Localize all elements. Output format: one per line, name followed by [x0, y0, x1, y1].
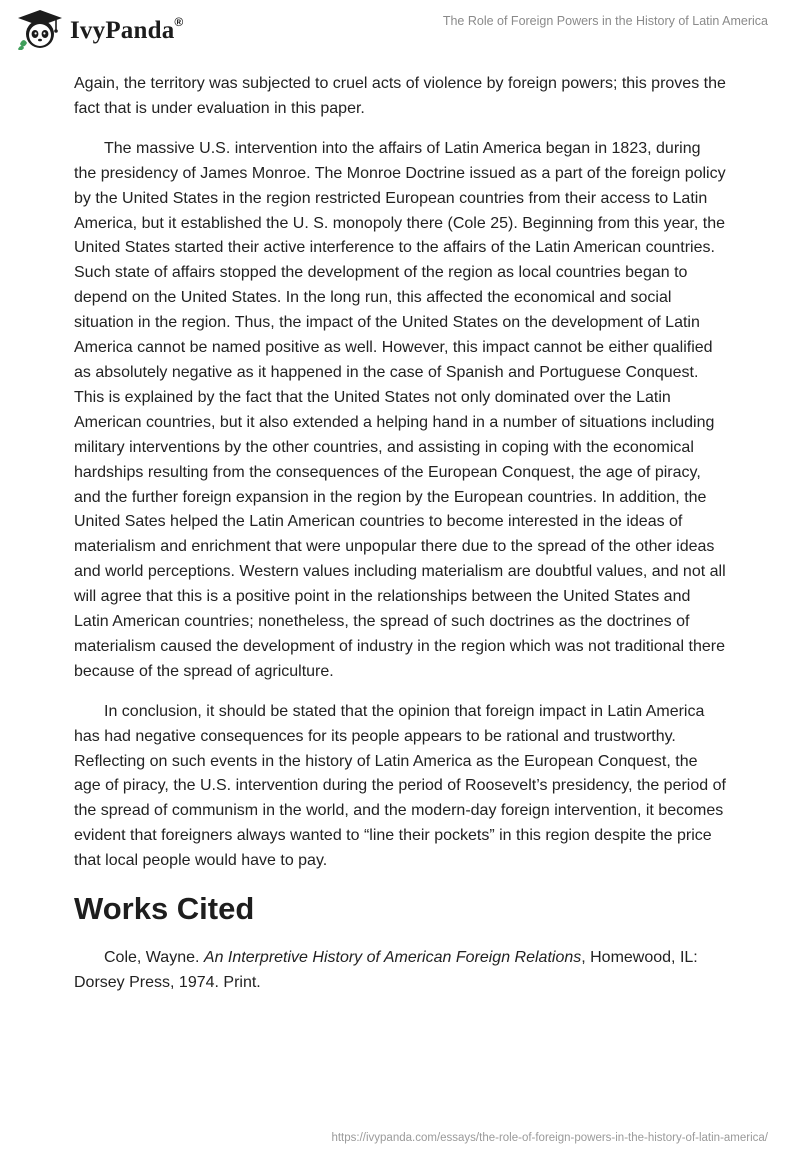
ivypanda-logo[interactable]	[16, 8, 183, 50]
page-header	[0, 0, 800, 60]
paragraph-continuation: Again, the territory was subjected to cruel acts of violence by foreign powers; this proves the fact that is under evaluation in this paper.	[74, 75, 726, 117]
works-cited-heading: Works Cited	[74, 891, 255, 927]
paragraph-conclusion: In conclusion, it should be stated that the opinion that foreign impact in Latin America has had negative consequences for its people appears to be rational and trustworthy. Reflecting on such events in the history of Latin America as the European Conquest, the age of piracy, the U.S. intervention during the period of Roosevelt’s presidency, the period of the spread of communism in the world, and the modern-day foreign intervention, it becomes evident that foreigners always wanted to “line their pockets” in this region despite the price that local people would have to pay.	[74, 702, 726, 870]
brand-name: IvyPanda®	[70, 15, 184, 44]
source-url-link[interactable]: https://ivypanda.com/essays/the-role-of-foreign-powers-in-the-history-of-latin-america/	[331, 1132, 768, 1144]
citation-title: An Interpretive History of American Foreign Relations	[203, 949, 582, 967]
citation-entry	[74, 946, 726, 996]
paragraph-us-intervention: The massive U.S. intervention into the affairs of Latin America began in 1823, during the presidency of James Monroe. The Monroe Doctrine issued as a part of the foreign policy by the United States in the region restricted European countries from their access to Latin America, but it established the U. S. monopoly there (Cole 25). Beginning from this year, the United States started their active interference to the affairs of the Latin American countries. Such state of affairs stopped the development of the region as local countries began to depend on the United States. In the long run, this affected the economical and social situation in the region. Thus, the impact of the United States on the development of Latin America cannot be named positive as well. However, this impact cannot be either qualified as absolutely negative as it happened in the case of Spanish and Portuguese Conquest. This is explained by the fact that the United States not only dominated over the Latin American countries, but it also extended a helping hand in a number of situations including military interventions by the other countries, and assisting in coping with the economical hardships resulting from the consequences of the European Conquest, the age of piracy, and the further foreign expansion in the region by the European countries. In addition, the United Sates helped the Latin American countries to become interested in the ideas of materialism and enrichment that were unpopular there due to the spread of the other ideas and world perceptions. Western values including materialism are doubtful values, and not all will agree that this is a positive point in the relationships between the United States and Latin American countries; nonetheless, the spread of such doctrines as the doctrines of materialism caused the development of industry in the region which was not traditional there because of the spread of agriculture.	[74, 139, 726, 680]
essay-body	[74, 72, 726, 1011]
citation-author: Cole, Wayne.	[104, 949, 204, 967]
document-title: The Role of Foreign Powers in the History of Latin America	[442, 14, 768, 28]
registered-mark: ®	[174, 15, 184, 29]
panda-graduate-icon	[16, 8, 64, 50]
citation-publication: , Homewood, IL: Dorsey Press, 1974. Print.	[74, 949, 698, 991]
